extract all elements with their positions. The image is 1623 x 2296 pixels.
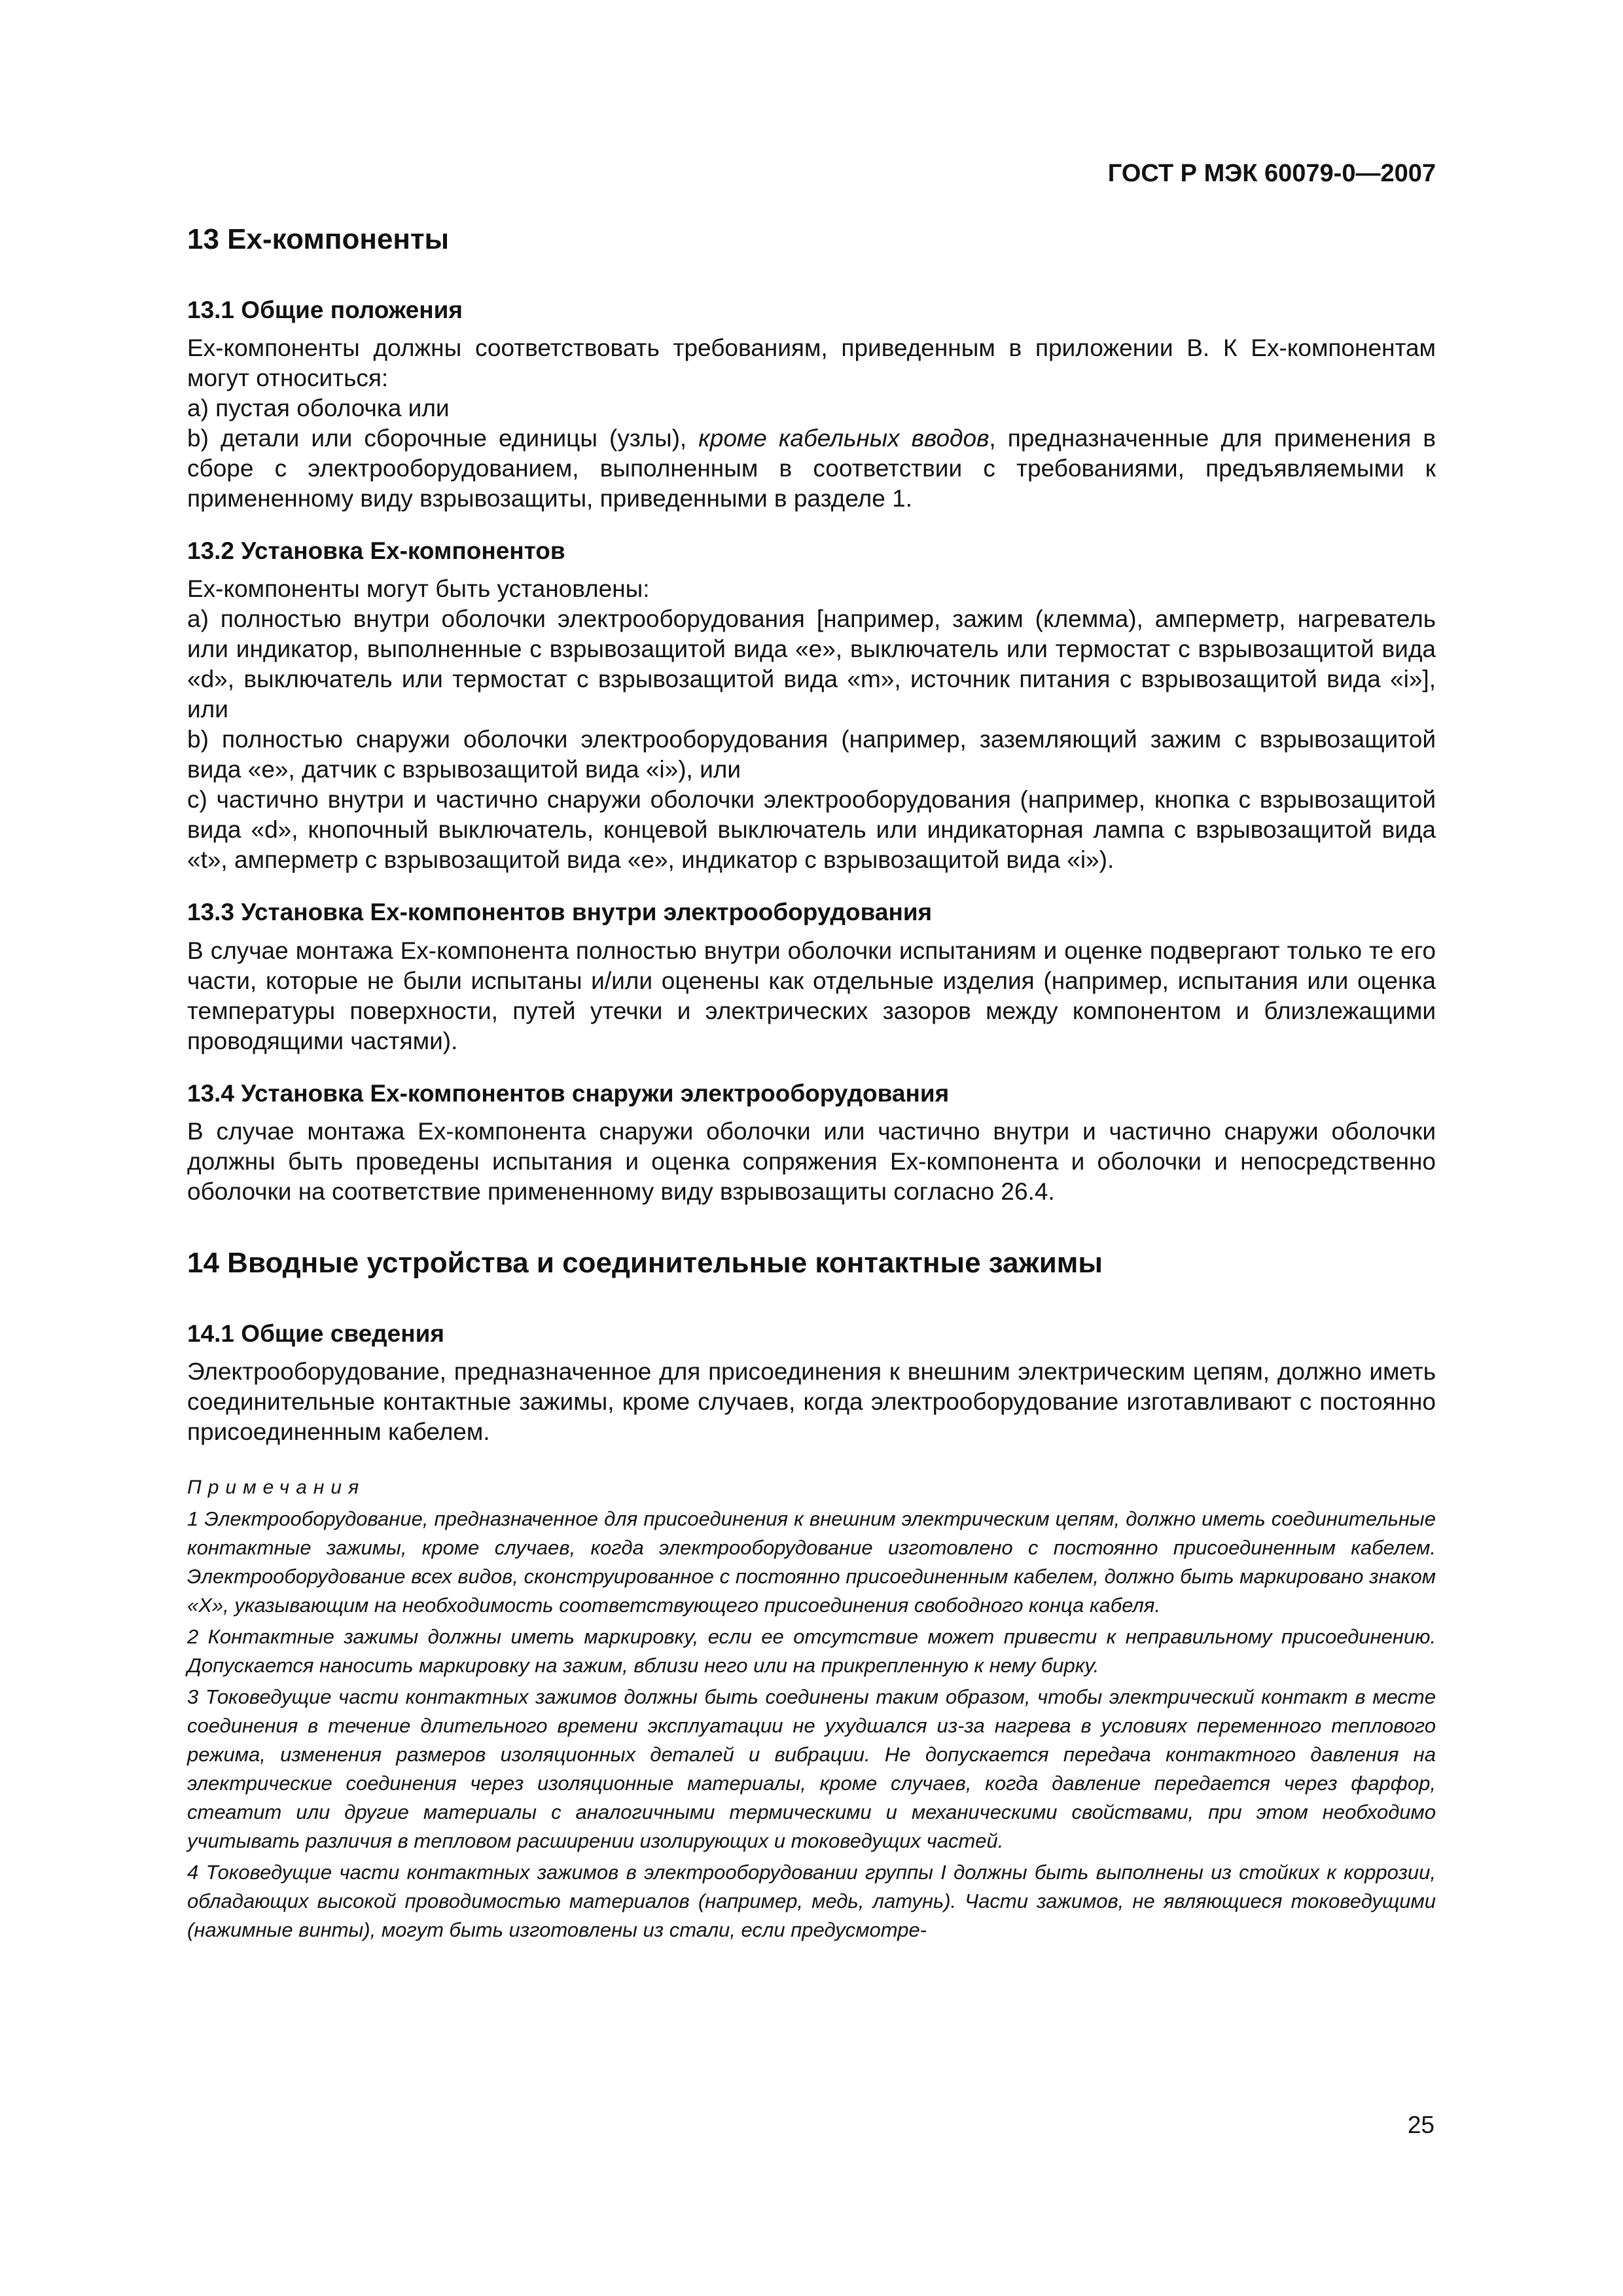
paragraph: В случае монтажа Ex-компонента полностью внутри оболочки испытаниям и оценке подвергают только те его части, которые не были испытаны и/или оценены как отдельные изделия (например, испытания или оценка температуры поверхности, путей утечки и электрических зазоров между компонентом и близлежащими проводящими частями).: [187, 937, 1436, 1054]
subsection-13-2-title: 13.2 Установка Ex-компонентов: [187, 537, 565, 565]
paragraph: Электрооборудование, предназначенное для присоединения к внешним электрическим цепям, должно иметь соединительные контактные зажимы, кроме случаев, когда электрооборудование изготавливают с постоянно присоединенным кабелем.: [187, 1357, 1436, 1445]
note-1: 1 Электрооборудование, предназначенное для присоединения к внешним электрическим цепям, должно иметь соединительные контактные зажимы, кроме случаев, когда электрооборудование изготовлено с постоянно присоединенным кабелем. Электрооборудование всех видов, сконструированное с постоянно присоединенным кабелем, должно быть маркировано знаком «X», указывающим на необходимость соответствующего присоединения свободного конца кабеля.: [187, 1507, 1436, 1617]
section-14-title: 14 Вводные устройства и соединительные контактные зажимы: [187, 1246, 1103, 1279]
note-2: 2 Контактные зажимы должны иметь маркировку, если ее отсутствие может привести к неправильному присоединению. Допускается наносить маркировку на зажим, вблизи него или на прикрепленную к нему бирку.: [187, 1624, 1436, 1677]
paragraph: Ex-компоненты могут быть установлены:: [187, 575, 650, 603]
note-4: 4 Токоведущие части контактных зажимов в электрооборудовании группы I должны быть выполнены из стойких к коррозии, обладающих высокой проводимостью материалов (например, медь, латунь). Части зажимов, не являющиеся токоведущими (нажимные винты), могут быть изготовлены из стали, если предусмотре-: [187, 1860, 1436, 1941]
list-item-a: а) полностью внутри оболочки электрооборудования [например, зажим (клемма), амперметр, нагреватель или индикатор, выполненные с взрывозащитой вида «е», выключатель или термостат с взрывозащитой вида «d», выключатель или термостат с взрывозащитой вида «m», источник питания с взрывозащитой вида «i»], или: [187, 605, 1436, 723]
document-body: [187, 223, 1436, 1945]
paragraph: Ex-компоненты должны соответствовать требованиям, приведенным в приложении В. К Ex-компонентам могут относиться:: [187, 334, 1436, 392]
note-3: 3 Токоведущие части контактных зажимов должны быть соединены таким образом, чтобы электрический контакт в месте соединения в течение длительного времени эксплуатации не ухудшался из-за нагрева в условиях переменного теплового режима, изменения размеров изоляционных деталей и вибрации. Не допускается передача контактного давления на электрические соединения через изоляционные материалы, кроме случаев, когда давление передается через фарфор, стеатит или другие материалы с аналогичными термическими и механическими свойствами, при этом необходимо учитывать различия в тепловом расширении изолирующих и токоведущих частей.: [187, 1685, 1436, 1852]
subsection-13-1-title: 13.1 Общие положения: [187, 296, 463, 323]
italic-run: кроме кабельных вводов: [698, 425, 990, 452]
list-item-b: [187, 423, 1436, 514]
document-header: ГОСТ Р МЭК 60079-0—2007: [1107, 160, 1436, 187]
subsection-14-1-title: 14.1 Общие сведения: [187, 1319, 444, 1347]
list-item-a: a) пустая оболочка или: [187, 395, 450, 422]
subsection-13-3-title: 13.3 Установка Ex-компонентов внутри электрооборудования: [187, 899, 933, 926]
text-run: b) детали или сборочные единицы (узлы),: [187, 425, 699, 452]
notes-title: Примечания: [187, 1476, 366, 1498]
list-item-b: b) полностью снаружи оболочки электрооборудования (например, заземляющий зажим с взрывозащитой вида «е», датчик с взрывозащитой вида «i»), или: [187, 726, 1436, 783]
subsection-13-4-title: 13.4 Установка Ex-компонентов снаружи электрооборудования: [187, 1079, 950, 1107]
paragraph: В случае монтажа Ex-компонента снаружи оболочки или частично внутри и частично снаружи оболочки должны быть проведены испытания и оценка сопряжения Ex-компонента и оболочки и непосредственно оболочки на соответствие примененному виду взрывозащиты согласно 26.4.: [187, 1117, 1436, 1205]
list-item-c: с) частично внутри и частично снаружи оболочки электрооборудования (например, кнопка с взрывозащитой вида «d», кнопочный выключатель, концевой выключатель или индикаторная лампа с взрывозащитой вида «t», амперметр с взрывозащитой вида «е», индикатор с взрывозащитой вида «i»).: [187, 786, 1436, 874]
text-run: , предназначенные для применения в сборе с электрооборудованием, выполненным в соответствии с требованиями, предъявляемыми к примененному виду взрывозащиты, приведенными в разделе 1.: [187, 425, 1436, 512]
section-13-title: 13 Ex-компоненты: [187, 223, 450, 255]
page-number: 25: [1407, 2111, 1435, 2138]
